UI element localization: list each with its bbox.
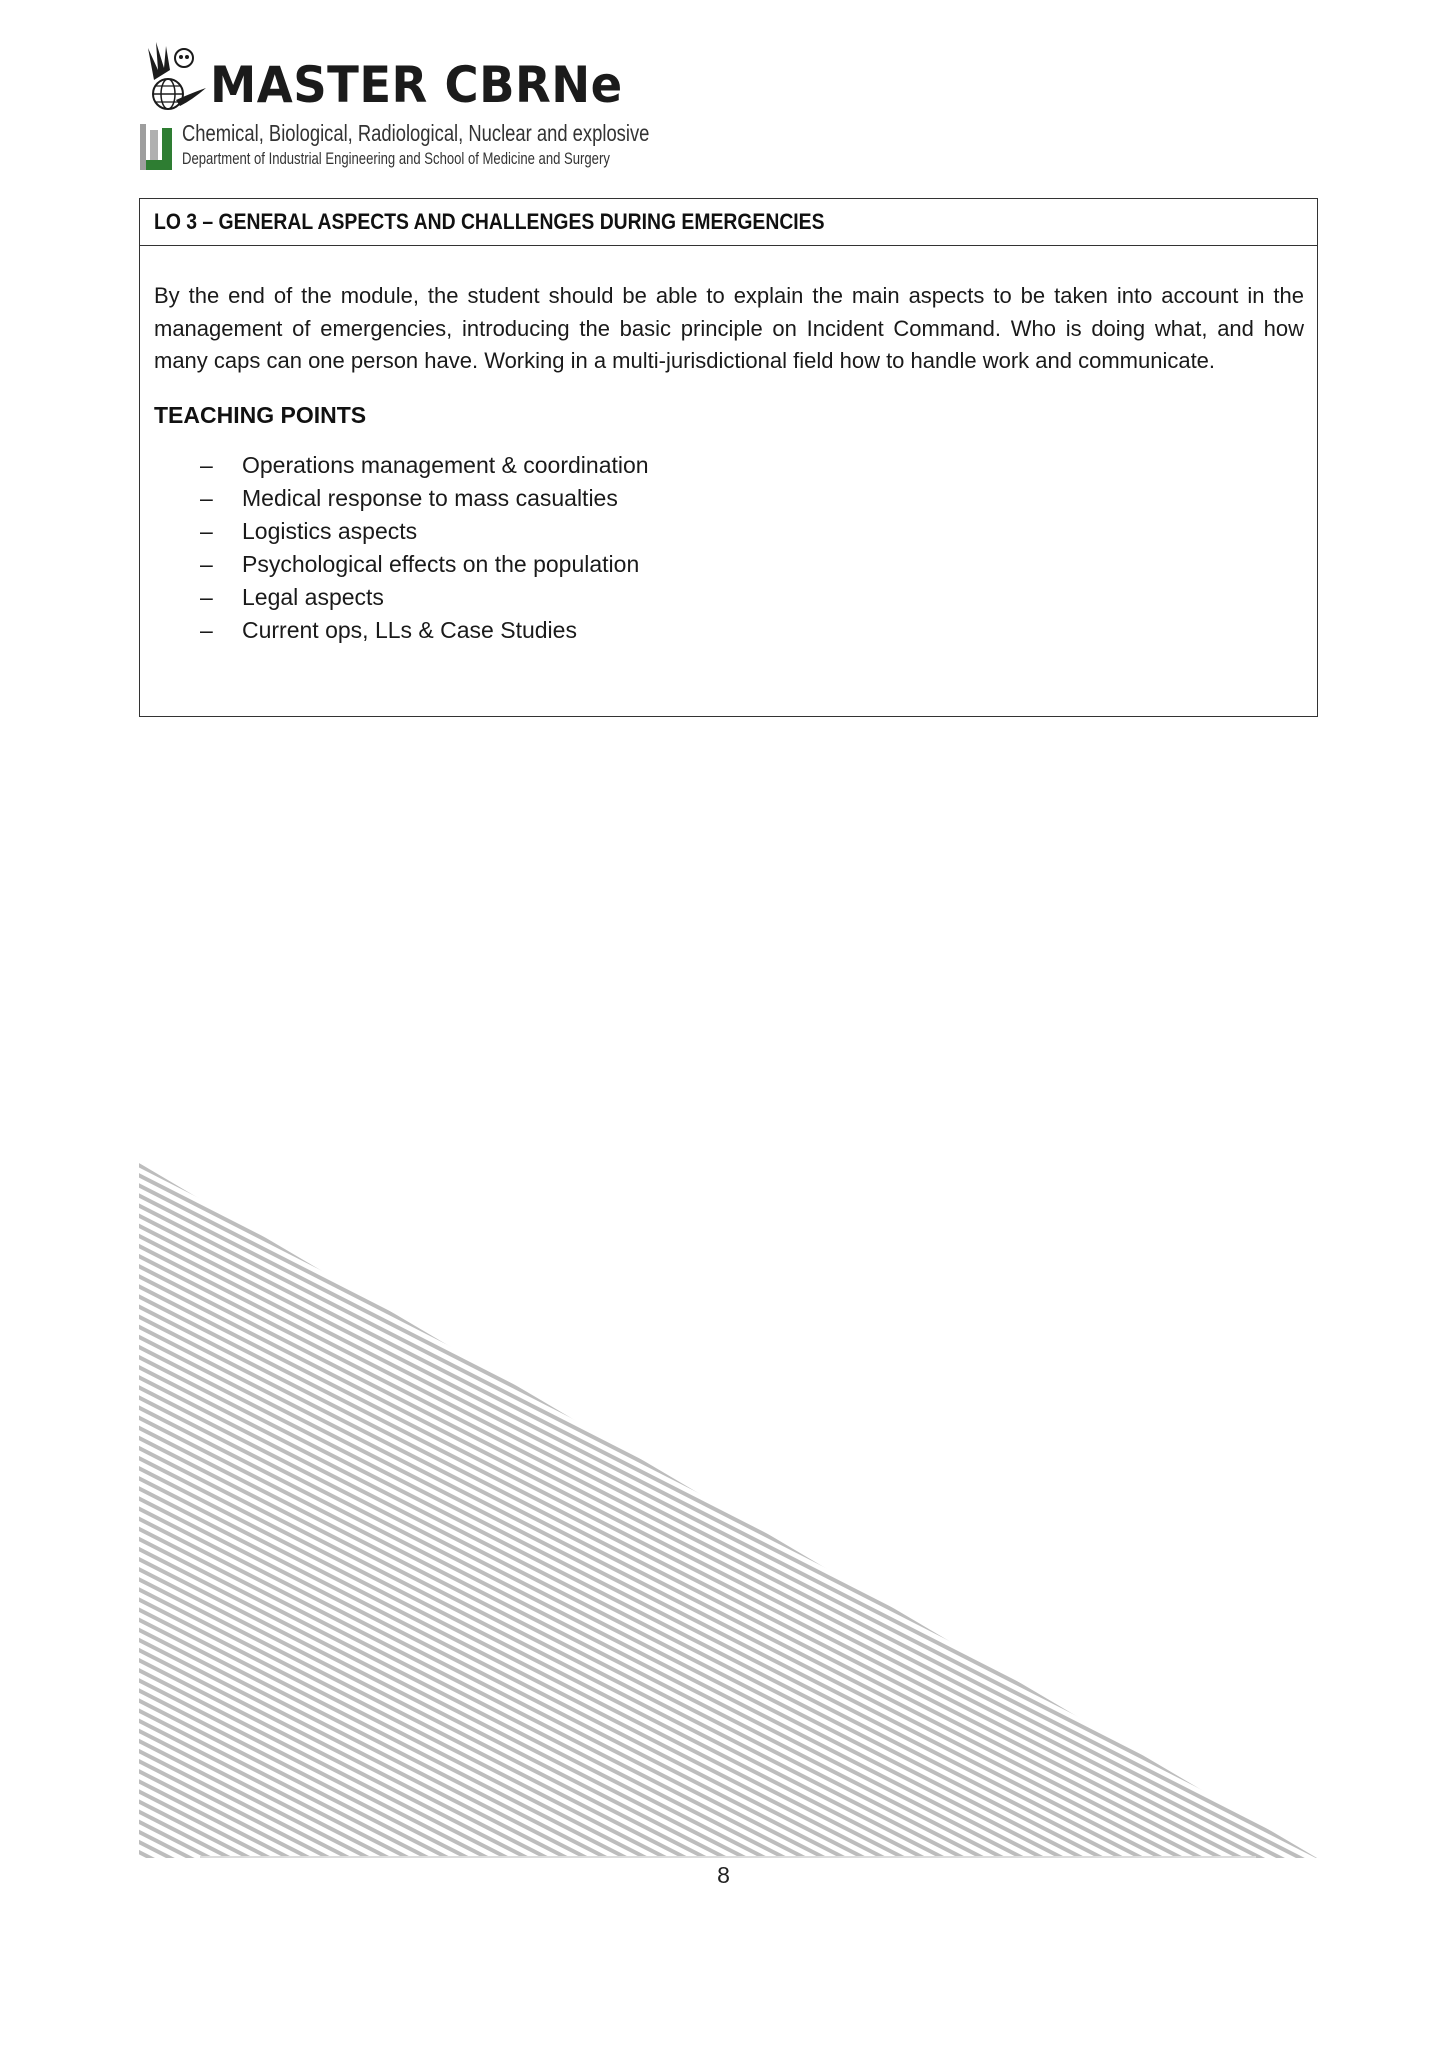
teaching-point-text: Logistics aspects xyxy=(242,517,418,544)
learning-outcome-body xyxy=(140,246,1317,647)
logo-department: Department of Industrial Engineering and School of Medicine and Surgery xyxy=(182,149,610,168)
bullet-dash: – xyxy=(200,583,213,610)
teaching-point xyxy=(154,482,1304,515)
page-number: 8 xyxy=(717,1862,730,1888)
teaching-point xyxy=(154,449,1304,482)
teaching-point-text: Legal aspects xyxy=(242,583,384,610)
footer-divider xyxy=(200,1856,1256,1858)
teaching-point xyxy=(154,548,1304,581)
university-badge-icon xyxy=(138,122,174,172)
teaching-point-text: Operations management & coordination xyxy=(242,451,649,478)
bullet-dash: – xyxy=(200,550,213,577)
learning-outcome-header xyxy=(140,199,1317,246)
logo-subtitle: Chemical, Biological, Radiological, Nuclear and explosive xyxy=(182,120,650,146)
teaching-point-text: Psychological effects on the population xyxy=(242,550,640,577)
learning-outcome-description: By the end of the module, the student should be able to explain the main aspects to be taken into account in the management of emergencies, introducing the basic principle on Incident Command. Who is doing what, and how many caps can one person have. Working in a multi-jurisdictional field how to handle work and communicate. xyxy=(154,283,1304,373)
teaching-point-text: Current ops, LLs & Case Studies xyxy=(242,616,577,643)
teaching-points-list xyxy=(154,449,1304,647)
bullet-dash: – xyxy=(200,616,213,643)
bullet-dash: – xyxy=(200,484,213,511)
bullet-dash: – xyxy=(200,517,213,544)
decorative-striped-triangle xyxy=(139,1163,1317,1858)
teaching-point xyxy=(154,515,1304,548)
bullet-dash: – xyxy=(200,451,213,478)
teaching-point-text: Medical response to mass casualties xyxy=(242,484,618,511)
teaching-points-heading: TEACHING POINTS xyxy=(154,401,367,428)
learning-outcome-title: LO 3 – GENERAL ASPECTS AND CHALLENGES DURING EMERGENCIES xyxy=(154,209,825,234)
master-cbrne-logo xyxy=(138,40,650,175)
teaching-point xyxy=(154,581,1304,614)
owl-globe-icon xyxy=(146,40,206,116)
logo-title: MASTER CBRNe xyxy=(210,56,623,114)
learning-outcome-box xyxy=(139,198,1318,717)
teaching-point xyxy=(154,614,1304,647)
